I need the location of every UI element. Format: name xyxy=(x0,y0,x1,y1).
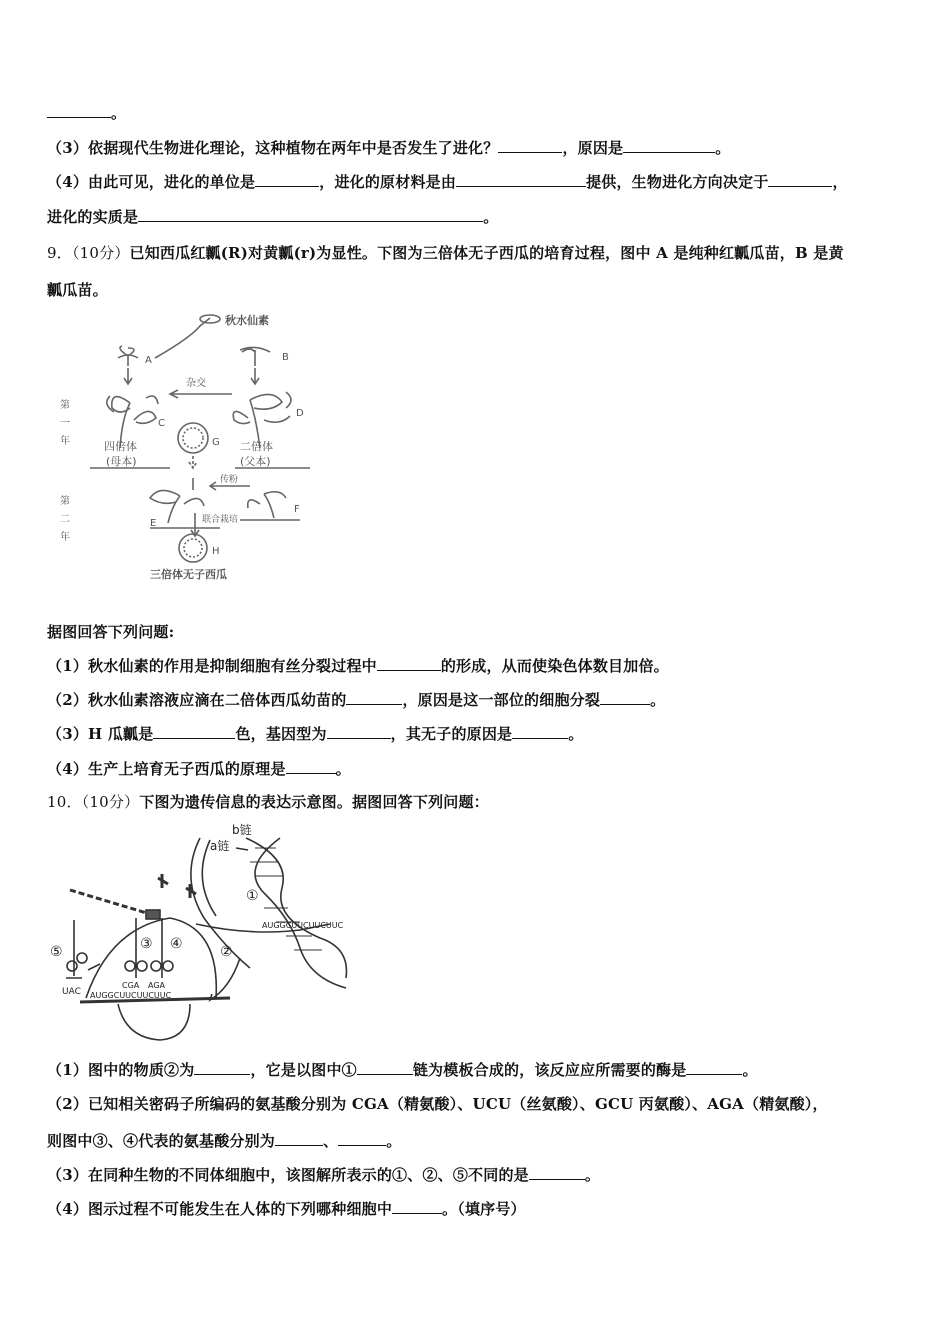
question-number: 9．（10分） xyxy=(47,244,130,262)
q9-sub3 xyxy=(47,724,910,744)
text: 。（填序号） xyxy=(442,1200,526,1218)
label-b-chain: b链 xyxy=(232,823,252,837)
label-diploid: 二倍体 xyxy=(240,440,273,453)
blank[interactable] xyxy=(456,172,586,187)
text: 。 xyxy=(568,725,584,743)
label-anticodon-3: AGA xyxy=(148,981,166,990)
gene-expression-figure xyxy=(50,818,350,1044)
question-text: 已知西瓜红瓤(R)对黄瓤(r)为显性。下图为三倍体无子西瓜的培育过程，图中 A 是纯种红瓤瓜苗，B 是黄 xyxy=(129,244,844,262)
label-a-chain: a链 xyxy=(210,839,230,853)
blank[interactable] xyxy=(498,138,562,153)
label-E: E xyxy=(150,518,157,529)
text: （2）秋水仙素溶液应滴在二倍体西瓜幼苗的 xyxy=(47,691,347,709)
text: 据图回答下列问题: xyxy=(47,623,175,641)
blank[interactable] xyxy=(357,1060,413,1075)
q9-sub2 xyxy=(47,690,910,710)
text: ，其无子的原因是 xyxy=(390,725,513,743)
blank[interactable] xyxy=(153,724,235,739)
watermelon-breeding-figure xyxy=(50,308,320,588)
text: （2）已知相关密码子所编码的氨基酸分别为 CGA（精氨酸）、UCU（丝氨酸）、GCU 丙氨酸）、AGA（精氨酸）， xyxy=(47,1095,828,1113)
text: 。 xyxy=(111,104,127,122)
answer-line-1 xyxy=(47,138,910,158)
blank[interactable] xyxy=(623,138,715,153)
text: 。 xyxy=(386,1132,402,1150)
label-C: C xyxy=(158,418,165,429)
label-3: ③ xyxy=(140,936,153,952)
blank[interactable] xyxy=(275,1131,323,1146)
question-text: 下图为遗传信息的表达示意图。据图回答下列问题： xyxy=(139,793,489,811)
label-year1: 年 xyxy=(60,436,70,447)
label-colchicine: 秋水仙素 xyxy=(225,314,269,327)
label-year2: 第 xyxy=(60,496,70,507)
text: 。 xyxy=(335,760,351,778)
label-2: ② xyxy=(220,944,233,960)
label-year2: 二 xyxy=(60,514,70,525)
blank[interactable] xyxy=(529,1165,585,1180)
label-interplant: 联合栽培 xyxy=(202,515,239,525)
blank[interactable] xyxy=(327,724,391,739)
blank[interactable] xyxy=(138,207,483,222)
blank[interactable] xyxy=(768,172,832,187)
q9-stem-line2 xyxy=(47,280,910,300)
text: （1）图中的物质②为 xyxy=(47,1061,195,1079)
text: （4）生产上培育无子西瓜的原理是 xyxy=(47,760,286,778)
q10-sub3 xyxy=(47,1165,910,1185)
label-pollen: 传粉 xyxy=(220,475,239,485)
label-year1: 一 xyxy=(60,418,70,429)
label-5: ⑤ xyxy=(50,944,63,960)
q9-sub1 xyxy=(47,656,910,676)
blank[interactable] xyxy=(346,690,402,705)
label-A: A xyxy=(145,355,152,366)
blank[interactable] xyxy=(338,1131,386,1146)
label-cross: 杂交 xyxy=(186,378,206,389)
q9-sub4 xyxy=(47,759,910,779)
blank[interactable] xyxy=(255,172,319,187)
q10-sub2-cont xyxy=(47,1131,910,1151)
text: 。 xyxy=(715,139,731,157)
text: ， xyxy=(832,173,848,191)
blank[interactable] xyxy=(377,656,441,671)
text: ，它是以图中① xyxy=(250,1061,357,1079)
text: （4）图示过程不可能发生在人体的下列哪种细胞中 xyxy=(47,1200,393,1218)
q10-sub1 xyxy=(47,1060,910,1080)
blank[interactable] xyxy=(600,690,650,705)
text: ，原因是 xyxy=(562,139,624,157)
text: 进化的实质是 xyxy=(47,208,139,226)
label-bottom-sequence: AUGGCUUCUUCUUC xyxy=(90,991,172,1000)
q10-stem xyxy=(47,792,910,812)
q9-stem-line1 xyxy=(47,243,910,263)
text: 。 xyxy=(584,1166,601,1184)
text: 、 xyxy=(323,1132,339,1150)
blank[interactable] xyxy=(392,1199,442,1214)
text: ，原因是这一部位的细胞分裂 xyxy=(402,691,601,709)
q9-intro xyxy=(47,622,910,642)
text: （4）由此可见，进化的单位是 xyxy=(47,173,256,191)
label-year2: 年 xyxy=(60,532,70,543)
label-anticodon-1: UAC xyxy=(62,987,81,997)
blank[interactable] xyxy=(512,724,568,739)
label-mother: (母本) xyxy=(106,455,137,468)
text: （3）在同种生物的不同体细胞中，该图解所表示的①、②、⑤不同的是 xyxy=(47,1166,529,1184)
label-B: B xyxy=(282,352,289,363)
label-anticodon-2: CGA xyxy=(122,981,140,990)
text: 。 xyxy=(742,1061,758,1079)
text: 提供，生物进化方向决定于 xyxy=(586,173,769,191)
label-4: ④ xyxy=(170,936,183,952)
blank[interactable] xyxy=(194,1060,250,1075)
label-1: ① xyxy=(246,888,259,904)
text: 链为模板合成的，该反应应所需要的酶是 xyxy=(412,1061,687,1079)
label-father: (父本) xyxy=(240,455,271,468)
text: （3）依据现代生物进化理论，这种植物在两年中是否发生了进化？ xyxy=(47,139,499,157)
question-number: 10．（10分） xyxy=(47,793,140,811)
q10-sub4 xyxy=(47,1199,910,1219)
label-D: D xyxy=(296,408,304,419)
answer-line-3 xyxy=(47,207,910,227)
blank[interactable] xyxy=(686,1060,742,1075)
question-text: 瓤瓜苗。 xyxy=(47,281,108,299)
answer-line-0 xyxy=(47,103,910,123)
label-H: H xyxy=(212,546,220,557)
label-G: G xyxy=(212,437,220,448)
label-tetraploid: 四倍体 xyxy=(104,440,137,453)
answer-line-2 xyxy=(47,172,910,192)
label-year1: 第 xyxy=(60,400,70,411)
text: 。 xyxy=(650,691,666,709)
label-result: 三倍体无子西瓜 xyxy=(150,568,227,581)
text: 的形成，从而使染色体数目加倍。 xyxy=(440,657,669,675)
text: ，进化的原材料是由 xyxy=(319,173,457,191)
blank[interactable] xyxy=(286,759,336,774)
text: 色，基因型为 xyxy=(235,725,327,743)
label-mrna-sequence: AUGGCUUCUUCUUC xyxy=(262,921,344,930)
q10-sub2 xyxy=(47,1094,910,1114)
text: （3）H 瓜瓤是 xyxy=(47,725,154,743)
text: 。 xyxy=(483,208,499,226)
label-F: F xyxy=(294,504,300,515)
blank[interactable] xyxy=(47,103,111,118)
text: 则图中③、④代表的氨基酸分别为 xyxy=(47,1132,276,1150)
text: （1）秋水仙素的作用是抑制细胞有丝分裂过程中 xyxy=(47,657,377,675)
